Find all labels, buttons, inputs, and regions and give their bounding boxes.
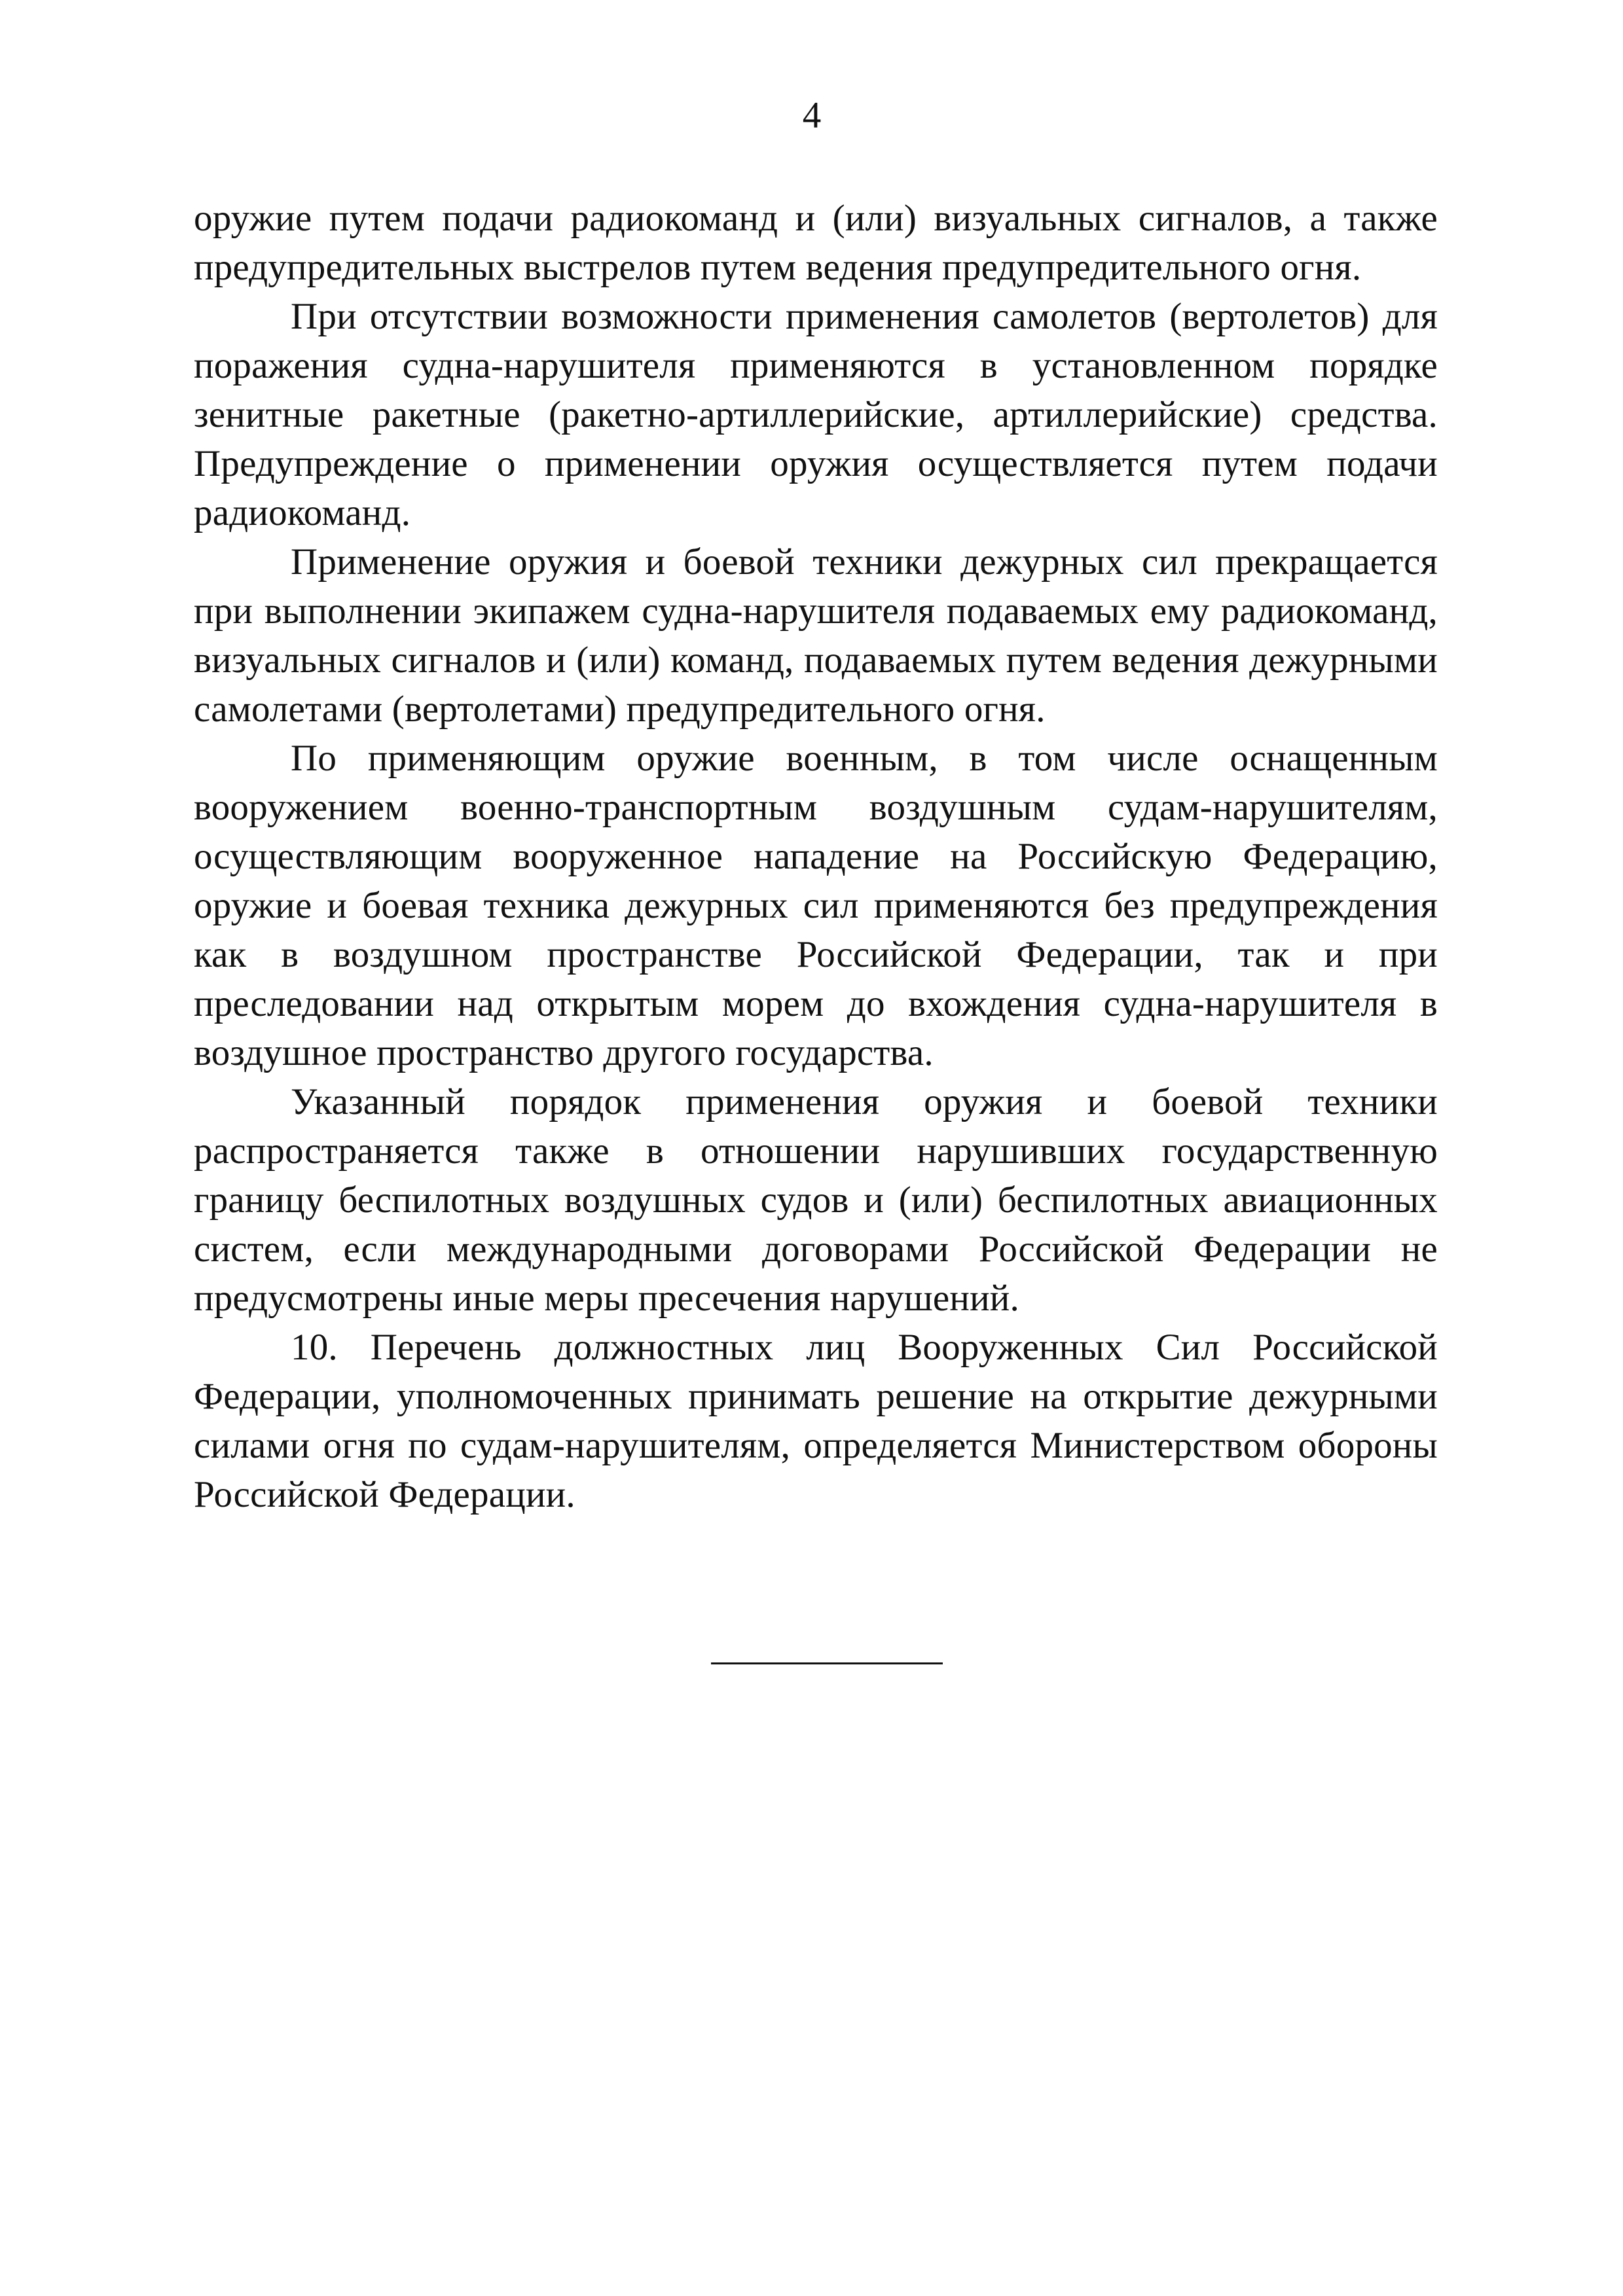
paragraph-ceasefire-conditions: Применение оружия и боевой техники дежурных сил прекращается при выполнении экипажем судна-нарушителя подаваемых ему радиокоманд, визуальных сигналов и (или) команд, подаваемых путем ведения дежурными самолетами (вертолетами) предупредительного огня. [194, 541, 1438, 730]
page-number: 4 [802, 95, 822, 136]
paragraph-continuation: оружие путем подачи радиокоманд и (или) визуальных сигналов, а также предупредительных выстрелов путем ведения предупредительного огня. [194, 198, 1438, 288]
paragraph-without-warning: По применяющим оружие военным, в том числе оснащенным вооружением военно-транспортным воздушным судам-нарушителям, осуществляющим вооруженное нападение на Российскую Федерацию, оружие и боевая техника дежурных сил применяются без предупреждения как в воздушном пространстве Российской Федерации, так и при преследовании над открытым морем до вхождения судна-нарушителя в воздушное пространство другого государства. [194, 738, 1438, 1073]
paragraph-authorized-officials: 10. Перечень должностных лиц Вооруженных Сил Российской Федерации, уполномоченных принимать решение на открытие дежурными силами огня по судам-нарушителям, определяется Министерством обороны Российской Федерации. [194, 1327, 1438, 1515]
end-rule-divider [711, 1662, 943, 1664]
document-body [194, 194, 1438, 1519]
paragraph-unmanned-aircraft: Указанный порядок применения оружия и боевой техники распространяется также в отношении нарушивших государственную границу беспилотных воздушных судов и (или) беспилотных авиационных систем, если международными договорами Российской Федерации не предусмотрены иные меры пресечения нарушений. [194, 1081, 1438, 1319]
paragraph-air-defense-means: При отсутствии возможности применения самолетов (вертолетов) для поражения судна-нарушителя применяются в установленном порядке зенитные ракетные (ракетно-артиллерийские, артиллерийские) средства. Предупреждение о применении оружия осуществляется путем подачи радиокоманд. [194, 296, 1438, 533]
